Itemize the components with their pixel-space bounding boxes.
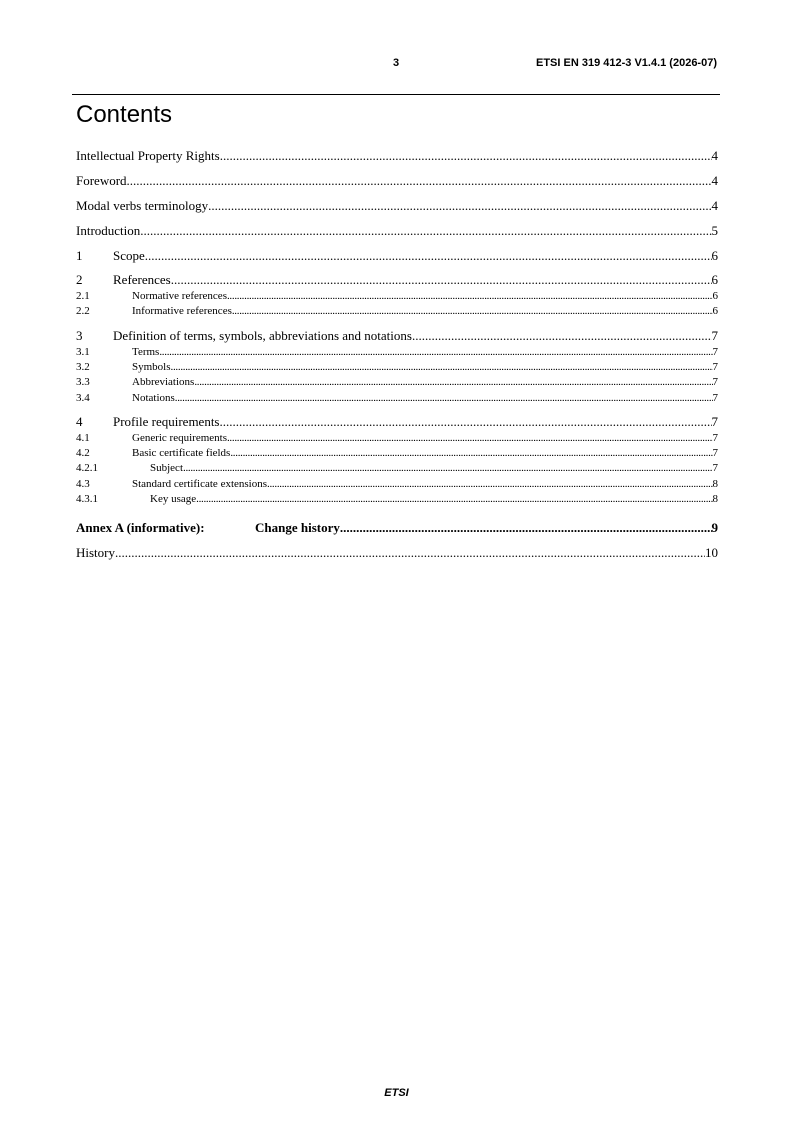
- toc-leader-dots: [267, 477, 712, 491]
- toc-entry-number: 4.3: [76, 478, 90, 490]
- toc-entry-label: Normative references: [132, 290, 227, 302]
- toc-entry-page: 5: [711, 223, 718, 238]
- toc-entry-subject[interactable]: [76, 461, 718, 475]
- toc-entry-label: Scope: [113, 248, 145, 263]
- toc-entry-history[interactable]: [76, 545, 718, 561]
- toc-entry-number: 1: [76, 248, 83, 263]
- toc-entry-generic-requirements[interactable]: [76, 431, 718, 445]
- toc-entry-standard-certificate-extensions[interactable]: [76, 477, 718, 491]
- toc-entry-page: 6: [712, 305, 718, 317]
- toc-entry-key-usage[interactable]: [76, 492, 718, 506]
- toc-entry-page: 7: [711, 414, 718, 429]
- toc-leader-dots: [220, 148, 712, 164]
- toc-entry-number: 3.2: [76, 361, 90, 373]
- toc-entry-introduction[interactable]: [76, 223, 718, 239]
- toc-leader-dots: [230, 446, 712, 460]
- toc-leader-dots: [340, 520, 712, 536]
- toc-entry-number: 4.2.1: [76, 462, 98, 474]
- toc-entry-label: Terms: [132, 346, 160, 358]
- toc-entry-basic-certificate-fields[interactable]: [76, 446, 718, 460]
- toc-entry-abbreviations[interactable]: [76, 375, 718, 389]
- toc-entry-page: 9: [711, 520, 718, 535]
- toc-entry-number: 2: [76, 272, 83, 287]
- toc-entry-modal-verbs-terminology[interactable]: [76, 198, 718, 214]
- toc-leader-dots: [183, 461, 713, 475]
- toc-entry-number: 4.3.1: [76, 493, 98, 505]
- toc-entry-normative-references[interactable]: [76, 289, 718, 303]
- toc-entry-label: Modal verbs terminology: [76, 198, 209, 213]
- toc-entry-foreword[interactable]: [76, 173, 718, 189]
- toc-entry-page: 4: [711, 173, 718, 188]
- toc-entry-page: 8: [712, 493, 718, 505]
- toc-leader-dots: [171, 360, 713, 374]
- toc-entry-page: 8: [712, 478, 718, 490]
- toc-leader-dots: [220, 414, 712, 430]
- toc-entry-number: 2.1: [76, 290, 90, 302]
- toc-entry-number: 3.4: [76, 392, 90, 404]
- toc-entry-label: Basic certificate fields: [132, 447, 231, 459]
- toc-entry-label: Abbreviations: [132, 376, 195, 388]
- toc-entry-label: Change history: [255, 520, 340, 535]
- toc-entry-number: 4: [76, 414, 83, 429]
- toc-entry-page: 7: [712, 361, 718, 373]
- toc-entry-notations[interactable]: [76, 391, 718, 405]
- toc-entry-label: Introduction: [76, 223, 141, 238]
- toc-entry-page: 7: [712, 346, 718, 358]
- toc-entry-scope[interactable]: [76, 248, 718, 264]
- toc-entry-label: Symbols: [132, 361, 171, 373]
- toc-entry-number: 3.3: [76, 376, 90, 388]
- toc-leader-dots: [127, 173, 712, 189]
- toc-entry-references[interactable]: [76, 272, 718, 288]
- toc-entry-page: 7: [711, 328, 718, 343]
- toc-leader-dots: [196, 492, 712, 506]
- toc-entry-label: Foreword: [76, 173, 127, 188]
- header-rule: [72, 94, 720, 95]
- toc-entry-page: 4: [711, 148, 718, 163]
- toc-entry-number: 2.2: [76, 305, 90, 317]
- toc-entry-number: Annex A (informative):: [76, 520, 205, 535]
- toc-entry-annex-a[interactable]: [76, 520, 718, 536]
- toc-leader-dots: [140, 223, 711, 239]
- toc-entry-page: 7: [712, 376, 718, 388]
- toc-entry-label: Profile requirements: [113, 414, 220, 429]
- toc-entry-label: Definition of terms, symbols, abbreviations and notations: [113, 328, 412, 343]
- toc-entry-number: 3: [76, 328, 83, 343]
- toc-entry-definitions[interactable]: [76, 328, 718, 344]
- toc-entry-page: 6: [711, 272, 718, 287]
- page-number: 3: [393, 57, 400, 69]
- toc-entry-label: History: [76, 545, 115, 560]
- toc-leader-dots: [171, 272, 712, 288]
- toc-leader-dots: [412, 328, 712, 344]
- toc-entry-label: Standard certificate extensions: [132, 478, 268, 490]
- toc-leader-dots: [159, 345, 712, 359]
- toc-entry-label: Key usage: [150, 493, 197, 505]
- toc-entry-terms[interactable]: [76, 345, 718, 359]
- toc-entry-number: 4.1: [76, 432, 90, 444]
- toc-leader-dots: [115, 545, 705, 561]
- toc-entry-page: 7: [712, 447, 718, 459]
- toc-entry-informative-references[interactable]: [76, 304, 718, 318]
- toc-entry-page: 7: [712, 462, 718, 474]
- toc-entry-label: Subject: [150, 462, 183, 474]
- toc-leader-dots: [194, 375, 712, 389]
- toc-entry-page: 6: [711, 248, 718, 263]
- document-identifier: ETSI EN 319 412-3 V1.4.1 (2026-07): [536, 57, 717, 69]
- toc-entry-page: 10: [705, 545, 718, 560]
- toc-entry-symbols[interactable]: [76, 360, 718, 374]
- page-title: Contents: [76, 101, 173, 128]
- toc-entry-number: 4.2: [76, 447, 90, 459]
- toc-entry-profile-requirements[interactable]: [76, 414, 718, 430]
- toc-leader-dots: [232, 304, 713, 318]
- toc-entry-label: Generic requirements: [132, 432, 227, 444]
- toc-entry-label: Informative references: [132, 305, 232, 317]
- toc-entry-page: 7: [712, 432, 718, 444]
- toc-entry-label: Notations: [132, 392, 175, 404]
- toc-entry-intellectual-property-rights[interactable]: [76, 148, 718, 164]
- toc-leader-dots: [175, 391, 713, 405]
- toc-entry-number: 3.1: [76, 346, 90, 358]
- footer-etsi: ETSI: [384, 1087, 409, 1099]
- toc-entry-page: 7: [712, 392, 718, 404]
- toc-leader-dots: [227, 289, 713, 303]
- toc-entry-page: 4: [711, 198, 718, 213]
- toc-entry-page: 6: [712, 290, 718, 302]
- toc-entry-label: References: [113, 272, 171, 287]
- toc-leader-dots: [208, 198, 711, 214]
- toc-leader-dots: [227, 431, 713, 445]
- toc-leader-dots: [145, 248, 712, 264]
- toc-entry-label: Intellectual Property Rights: [76, 148, 220, 163]
